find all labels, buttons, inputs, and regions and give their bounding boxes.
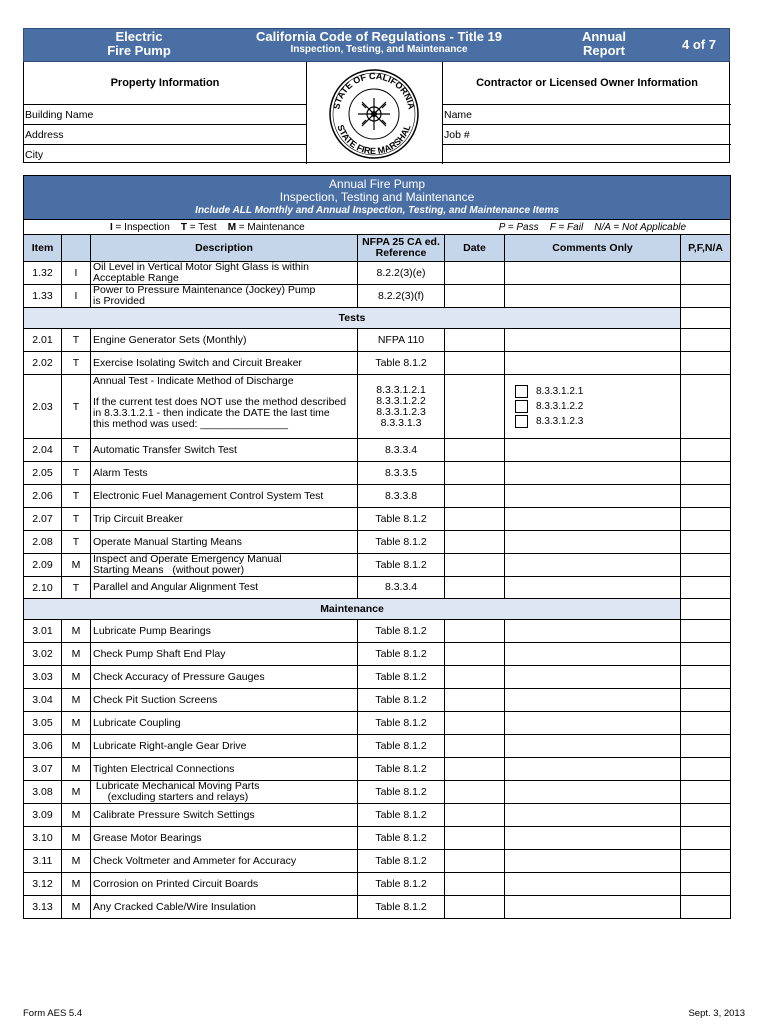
col-item: Item: [24, 235, 62, 262]
comments-cell[interactable]: [505, 329, 681, 352]
contractor-name-field[interactable]: Name: [442, 104, 731, 124]
item-type: M: [62, 896, 91, 919]
comments-cell: 8.3.3.1.2.1 8.3.3.1.2.2 8.3.3.1.2.3: [505, 375, 681, 439]
state-fire-marshal-seal: [322, 68, 426, 160]
item-number: 2.05: [24, 462, 62, 485]
item-reference: 8.3.3.4: [358, 439, 445, 462]
item-description: Calibrate Pressure Switch Settings: [91, 804, 358, 827]
comments-cell[interactable]: [505, 689, 681, 712]
item-reference: 8.3.3.5: [358, 462, 445, 485]
item-type: T: [62, 531, 91, 554]
item-reference: 8.3.3.4: [358, 577, 445, 599]
item-description: Oil Level in Vertical Motor Sight Glass is within Acceptable Range: [91, 262, 358, 285]
item-type: M: [62, 781, 91, 804]
item-reference: Table 8.1.2: [358, 352, 445, 375]
result-cell[interactable]: [681, 666, 731, 689]
table-row: [24, 689, 731, 712]
legend-row: [24, 220, 731, 235]
result-cell[interactable]: [681, 329, 731, 352]
date-cell[interactable]: [445, 485, 505, 508]
item-type: T: [62, 508, 91, 531]
section-maintenance: Maintenance: [24, 599, 731, 620]
table-row: [24, 577, 731, 599]
item-number: 2.08: [24, 531, 62, 554]
item-number: 2.03: [24, 375, 62, 439]
item-description: Check Pump Shaft End Play: [91, 643, 358, 666]
svg-text:STATE FIRE MARSHAL: STATE FIRE MARSHAL: [335, 123, 413, 157]
item-type: T: [62, 485, 91, 508]
form-header: [23, 28, 730, 62]
item-type: M: [62, 689, 91, 712]
result-cell[interactable]: [681, 781, 731, 804]
table-title-row: [24, 176, 731, 220]
item-reference: NFPA 110: [358, 329, 445, 352]
header-left-line2: Fire Pump: [107, 43, 171, 58]
city-field[interactable]: City: [24, 144, 307, 164]
result-cell[interactable]: [681, 375, 731, 439]
result-cell[interactable]: [681, 352, 731, 375]
date-cell[interactable]: [445, 896, 505, 919]
item-reference: 8.3.3.1.2.1 8.3.3.1.2.2 8.3.3.1.2.3 8.3.3.1.3: [358, 375, 445, 439]
result-cell[interactable]: [681, 643, 731, 666]
date-cell[interactable]: [445, 850, 505, 873]
date-cell[interactable]: [445, 577, 505, 599]
item-description: Annual Test - Indicate Method of Discharge If the current test does NOT use the method described in 8.3.3.1.2.1 - then indicate the DATE the last time this method was used: _______________: [91, 375, 358, 439]
item-description: Alarm Tests: [91, 462, 358, 485]
comments-cell[interactable]: [505, 439, 681, 462]
building-name-field[interactable]: Building Name: [24, 104, 307, 124]
table-row: [24, 531, 731, 554]
item-number: 2.07: [24, 508, 62, 531]
contractor-info-title: Contractor or Licensed Owner Information: [442, 62, 731, 104]
item-reference: Table 8.1.2: [358, 850, 445, 873]
col-reference: NFPA 25 CA ed. Reference: [358, 235, 445, 262]
item-reference: 8.2.2(3)(e): [358, 262, 445, 285]
date-cell[interactable]: [445, 781, 505, 804]
item-type: T: [62, 439, 91, 462]
item-description: Grease Motor Bearings: [91, 827, 358, 850]
item-reference: Table 8.1.2: [358, 712, 445, 735]
discharge-checkbox-1[interactable]: [515, 385, 528, 398]
comments-cell[interactable]: [505, 781, 681, 804]
item-description: Lubricate Coupling: [91, 712, 358, 735]
item-type: I: [62, 262, 91, 285]
item-description: Check Voltmeter and Ammeter for Accuracy: [91, 850, 358, 873]
column-header-row: [24, 235, 731, 262]
col-comments: Comments Only: [505, 235, 681, 262]
date-cell[interactable]: [445, 508, 505, 531]
table-row: [24, 850, 731, 873]
col-result: P,F,N/A: [681, 235, 731, 262]
item-number: 3.06: [24, 735, 62, 758]
section-tests: Tests: [24, 308, 731, 329]
item-description: Operate Manual Starting Means: [91, 531, 358, 554]
item-description: Any Cracked Cable/Wire Insulation: [91, 896, 358, 919]
table-row: [24, 758, 731, 781]
table-row: [24, 620, 731, 643]
date-cell[interactable]: [445, 735, 505, 758]
item-reference: Table 8.1.2: [358, 758, 445, 781]
header-right-line2: Report: [583, 43, 625, 58]
item-number: 3.09: [24, 804, 62, 827]
item-description: Lubricate Pump Bearings: [91, 620, 358, 643]
header-left-line1: Electric: [115, 29, 163, 44]
item-description: Parallel and Angular Alignment Test: [91, 577, 358, 599]
result-cell[interactable]: [681, 804, 731, 827]
table-row: [24, 873, 731, 896]
item-number: 2.01: [24, 329, 62, 352]
item-type: M: [62, 850, 91, 873]
table-row: [24, 262, 731, 285]
table-row: [24, 896, 731, 919]
item-type: M: [62, 554, 91, 577]
item-reference: Table 8.1.2: [358, 643, 445, 666]
comments-cell[interactable]: [505, 735, 681, 758]
item-reference: Table 8.1.2: [358, 689, 445, 712]
comments-cell[interactable]: [505, 804, 681, 827]
item-reference: 8.2.2(3)(f): [358, 285, 445, 308]
col-type: [62, 235, 91, 262]
result-cell[interactable]: [681, 531, 731, 554]
item-number: 2.04: [24, 439, 62, 462]
result-cell[interactable]: [681, 758, 731, 781]
item-reference: Table 8.1.2: [358, 554, 445, 577]
type-legend: I = Inspection T = Test M = Maintenance: [24, 220, 445, 235]
result-legend: P = Pass F = Fail N/A = Not Applicable: [445, 220, 731, 235]
result-cell[interactable]: [681, 554, 731, 577]
item-number: 3.12: [24, 873, 62, 896]
item-number: 3.05: [24, 712, 62, 735]
item-reference: Table 8.1.2: [358, 531, 445, 554]
item-description: Corrosion on Printed Circuit Boards: [91, 873, 358, 896]
comments-cell[interactable]: [505, 712, 681, 735]
date-cell[interactable]: [445, 873, 505, 896]
date-cell[interactable]: [445, 462, 505, 485]
result-cell[interactable]: [681, 485, 731, 508]
item-reference: Table 8.1.2: [358, 666, 445, 689]
result-cell[interactable]: [681, 262, 731, 285]
comments-cell[interactable]: [505, 262, 681, 285]
table-row: [24, 643, 731, 666]
comments-cell[interactable]: [505, 285, 681, 308]
date-cell[interactable]: [445, 712, 505, 735]
item-type: M: [62, 804, 91, 827]
date-cell[interactable]: [445, 285, 505, 308]
item-description: Inspect and Operate Emergency Manual Starting Means (without power): [91, 554, 358, 577]
item-reference: Table 8.1.2: [358, 804, 445, 827]
table-row: [24, 827, 731, 850]
address-field[interactable]: Address: [24, 124, 307, 144]
page-number: 4 of 7: [682, 37, 716, 52]
item-type: T: [62, 375, 91, 439]
item-reference: Table 8.1.2: [358, 735, 445, 758]
date-cell[interactable]: [445, 827, 505, 850]
item-type: T: [62, 462, 91, 485]
form-date: Sept. 3, 2013: [688, 1008, 745, 1019]
inspection-table: [23, 175, 731, 919]
result-cell[interactable]: [681, 689, 731, 712]
header-right-line1: Annual: [581, 29, 627, 44]
date-cell[interactable]: [445, 804, 505, 827]
item-number: 3.04: [24, 689, 62, 712]
header-title-line2: Inspection, Testing, and Maintenance: [290, 44, 468, 55]
date-cell[interactable]: [445, 554, 505, 577]
table-title-line2: Inspection, Testing and Maintenance: [279, 190, 475, 204]
item-number: 2.02: [24, 352, 62, 375]
result-cell[interactable]: [681, 896, 731, 919]
table-title-line3: Include ALL Monthly and Annual Inspection, Testing, and Maintenance Items: [195, 205, 559, 216]
item-type: M: [62, 666, 91, 689]
item-reference: 8.3.3.8: [358, 485, 445, 508]
result-cell[interactable]: [681, 508, 731, 531]
item-reference: Table 8.1.2: [358, 873, 445, 896]
result-cell[interactable]: [681, 850, 731, 873]
header-right: [564, 30, 644, 58]
table-row: [24, 439, 731, 462]
item-number: 3.11: [24, 850, 62, 873]
item-type: T: [62, 577, 91, 599]
comments-cell[interactable]: [505, 531, 681, 554]
date-cell[interactable]: [445, 375, 505, 439]
property-info-title: Property Information: [24, 62, 307, 104]
item-type: M: [62, 827, 91, 850]
date-cell[interactable]: [445, 531, 505, 554]
date-cell[interactable]: [445, 643, 505, 666]
comments-cell[interactable]: [505, 873, 681, 896]
result-cell[interactable]: [681, 439, 731, 462]
result-cell[interactable]: [681, 827, 731, 850]
item-number: 1.32: [24, 262, 62, 285]
item-description: Automatic Transfer Switch Test: [91, 439, 358, 462]
item-type: T: [62, 329, 91, 352]
table-row: [24, 462, 731, 485]
date-cell[interactable]: [445, 352, 505, 375]
property-block: [23, 62, 730, 163]
table-row: [24, 735, 731, 758]
item-type: T: [62, 352, 91, 375]
date-cell[interactable]: [445, 439, 505, 462]
table-row: [24, 666, 731, 689]
item-number: 3.13: [24, 896, 62, 919]
col-description: Description: [91, 235, 358, 262]
comments-cell[interactable]: [505, 462, 681, 485]
item-description: Check Pit Suction Screens: [91, 689, 358, 712]
table-title: [24, 176, 731, 220]
item-number: 3.02: [24, 643, 62, 666]
item-type: M: [62, 643, 91, 666]
item-reference: Table 8.1.2: [358, 896, 445, 919]
item-type: M: [62, 712, 91, 735]
item-type: M: [62, 873, 91, 896]
item-reference: Table 8.1.2: [358, 827, 445, 850]
discharge-checkbox-2[interactable]: [515, 400, 528, 413]
comments-cell[interactable]: [505, 554, 681, 577]
comments-cell[interactable]: [505, 850, 681, 873]
comments-cell[interactable]: [505, 666, 681, 689]
item-description: Exercise Isolating Switch and Circuit Breaker: [91, 352, 358, 375]
item-number: 1.33: [24, 285, 62, 308]
item-description: Trip Circuit Breaker: [91, 508, 358, 531]
comments-cell[interactable]: [505, 643, 681, 666]
item-type: M: [62, 735, 91, 758]
table-row: [24, 781, 731, 804]
item-description: Power to Pressure Maintenance (Jockey) Pump is Provided: [91, 285, 358, 308]
header-left: [84, 30, 194, 58]
discharge-checkbox-3[interactable]: [515, 415, 528, 428]
comments-cell[interactable]: [505, 352, 681, 375]
comments-cell[interactable]: [505, 508, 681, 531]
result-cell[interactable]: [681, 712, 731, 735]
table-row: [24, 285, 731, 308]
item-number: 2.09: [24, 554, 62, 577]
item-type: M: [62, 620, 91, 643]
table-title-line1: Annual Fire Pump: [329, 177, 426, 191]
item-description: Lubricate Mechanical Moving Parts (excluding starters and relays): [91, 781, 358, 804]
header-title-line1: California Code of Regulations - Title 19: [255, 29, 503, 44]
item-description: Electronic Fuel Management Control System Test: [91, 485, 358, 508]
contractor-extra-field[interactable]: [442, 144, 731, 164]
item-reference: Table 8.1.2: [358, 508, 445, 531]
table-row: [24, 554, 731, 577]
item-number: 2.06: [24, 485, 62, 508]
item-number: 3.03: [24, 666, 62, 689]
comments-cell[interactable]: [505, 758, 681, 781]
result-cell[interactable]: [681, 620, 731, 643]
result-cell[interactable]: [681, 285, 731, 308]
date-cell[interactable]: [445, 689, 505, 712]
item-description: Engine Generator Sets (Monthly): [91, 329, 358, 352]
comments-cell[interactable]: [505, 577, 681, 599]
comments-cell[interactable]: [505, 620, 681, 643]
comments-cell[interactable]: [505, 485, 681, 508]
item-number: 3.08: [24, 781, 62, 804]
item-number: 3.07: [24, 758, 62, 781]
date-cell[interactable]: [445, 758, 505, 781]
item-number: 3.01: [24, 620, 62, 643]
table-row: [24, 712, 731, 735]
item-reference: Table 8.1.2: [358, 781, 445, 804]
result-cell[interactable]: [681, 577, 731, 599]
result-cell[interactable]: [681, 462, 731, 485]
comments-cell[interactable]: [505, 827, 681, 850]
form-number: Form AES 5.4: [23, 1008, 83, 1019]
table-row: [24, 375, 731, 439]
comments-cell[interactable]: [505, 896, 681, 919]
col-date: Date: [445, 235, 505, 262]
date-cell[interactable]: [445, 262, 505, 285]
job-number-field[interactable]: Job #: [442, 124, 731, 144]
date-cell[interactable]: [445, 620, 505, 643]
date-cell[interactable]: [445, 329, 505, 352]
table-row: [24, 329, 731, 352]
item-type: I: [62, 285, 91, 308]
result-cell[interactable]: [681, 873, 731, 896]
item-type: M: [62, 758, 91, 781]
item-number: 3.10: [24, 827, 62, 850]
item-description: Lubricate Right-angle Gear Drive: [91, 735, 358, 758]
svg-text:STATE OF CALIFORNIA: STATE OF CALIFORNIA: [331, 70, 417, 111]
result-cell[interactable]: [681, 735, 731, 758]
table-row: [24, 485, 731, 508]
item-description: Check Accuracy of Pressure Gauges: [91, 666, 358, 689]
header-title: [239, 30, 519, 56]
table-row: [24, 804, 731, 827]
item-description: Tighten Electrical Connections: [91, 758, 358, 781]
table-row: [24, 508, 731, 531]
item-number: 2.10: [24, 577, 62, 599]
date-cell[interactable]: [445, 666, 505, 689]
item-reference: Table 8.1.2: [358, 620, 445, 643]
table-row: [24, 352, 731, 375]
